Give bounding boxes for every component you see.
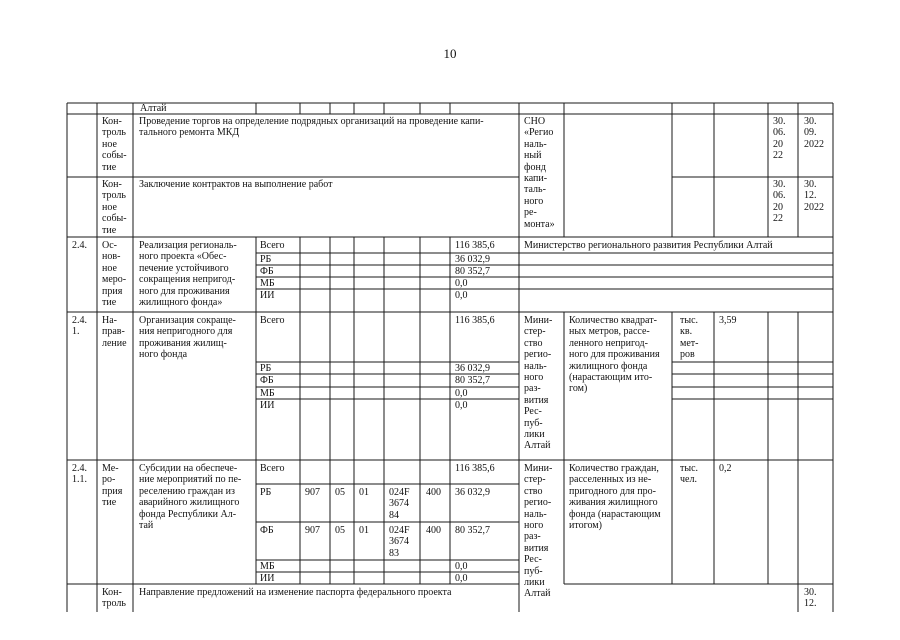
responsible-line: ный — [524, 150, 542, 162]
target-article-line: 024F — [389, 525, 410, 536]
row-type-line: прав- — [102, 326, 125, 338]
responsible-line: ство — [524, 485, 543, 497]
page-number: 10 — [443, 46, 457, 61]
amount-cell: 36 032,9 — [455, 254, 490, 265]
indicator-line: гом) — [569, 383, 588, 395]
source-label: ИИ — [260, 290, 275, 301]
responsible-line: ного — [524, 372, 544, 384]
event-type-line: Кон- — [102, 179, 122, 190]
end-date-line: 12. — [804, 598, 817, 610]
event-name: Направление предложений на изменение паспорта федерального проекта — [139, 587, 452, 598]
end-date-line: 2022 — [804, 138, 824, 150]
responsible-line: Мини- — [524, 463, 553, 474]
indicator-line: фонда (нарастающим — [569, 508, 661, 520]
row-number-line: 2.4. — [72, 315, 87, 326]
event-type-line: тие — [102, 224, 117, 236]
responsible-line: ного — [524, 520, 544, 532]
row-name-line: тай — [139, 520, 154, 532]
row-number-line: 2.4. — [72, 463, 87, 474]
event-type-line: троль — [102, 127, 126, 139]
event-type-line: троль — [102, 598, 126, 610]
expense-type-code: 400 — [426, 487, 441, 498]
event-name-line: Проведение торгов на определение подрядных организаций на проведение капи- — [139, 116, 484, 127]
grbs-code: 907 — [305, 487, 320, 498]
end-date-line: 30. — [804, 587, 817, 598]
source-label: РБ — [260, 254, 272, 265]
amount-cell: 0,0 — [455, 290, 468, 301]
row-type-line: прия — [102, 485, 123, 497]
row-type-line: тие — [102, 297, 117, 309]
responsible-line: ре- — [524, 207, 537, 219]
row-type-line: ление — [102, 337, 127, 349]
indicator-value: 0,2 — [719, 463, 732, 474]
amount-cell: 0,0 — [455, 573, 468, 584]
amount-cell: 36 032,9 — [455, 363, 490, 374]
row-name-line: ного фонда — [139, 349, 188, 361]
indicator-line: ного для проживания — [569, 349, 660, 361]
responsible-line: стер- — [524, 474, 546, 486]
responsible-line: фонд — [524, 161, 546, 173]
section-code: 05 — [335, 525, 345, 536]
responsible-line: СНО — [524, 116, 546, 127]
row-type-line: прия — [102, 285, 123, 297]
row-type-line: меро- — [102, 274, 127, 286]
source-label: Всего — [260, 240, 285, 251]
responsible-line: наль- — [524, 360, 547, 372]
responsible-line: таль- — [524, 184, 546, 196]
indicator-line: Количество граждан, — [569, 463, 659, 474]
responsible-line: «Регио — [524, 127, 554, 139]
indicator-line: (нарастающим ито- — [569, 372, 653, 384]
grbs-code: 907 — [305, 525, 320, 536]
target-article-line: 83 — [389, 547, 399, 559]
amount-cell: 0,0 — [455, 388, 468, 399]
end-date-line: 12. — [804, 190, 817, 202]
responsible-line: Мини- — [524, 315, 553, 326]
row-type-line: нов- — [102, 251, 121, 263]
amount-cell: 0,0 — [455, 278, 468, 289]
amount-cell: 0,0 — [455, 400, 468, 411]
unit-line: тыс. — [680, 315, 699, 326]
row-name-line: Организация сокраще- — [139, 315, 236, 326]
start-date-line: 30. — [773, 116, 786, 127]
row-name-line: аварийного жилищного — [139, 497, 240, 509]
start-date-line: 22 — [773, 150, 783, 162]
end-date-line: 30. — [804, 179, 817, 190]
start-date-line: 30. — [773, 179, 786, 190]
responsible-line: лики — [524, 429, 545, 441]
responsible-line: вития — [524, 394, 549, 406]
responsible-line: пуб- — [524, 565, 543, 577]
responsible-line: монта» — [524, 218, 555, 230]
indicator-line: ных метров, рассе- — [569, 326, 650, 338]
expense-type-code: 400 — [426, 525, 441, 536]
row-name-line: ния непригодного для — [139, 326, 233, 338]
source-label: РБ — [260, 487, 272, 498]
indicator-value: 3,59 — [719, 315, 737, 326]
indicator-line: жилищного фонда — [569, 360, 648, 372]
responsible-line: Рес- — [524, 406, 542, 418]
event-type-line: собы- — [102, 150, 127, 162]
event-name-line: тального ремонта МКД — [139, 127, 240, 139]
end-date-line: 09. — [804, 127, 817, 139]
header-region-fragment: Алтай — [140, 103, 167, 114]
source-label: ФБ — [260, 266, 274, 277]
unit-line: мет- — [680, 337, 699, 349]
indicator-line: итогом) — [569, 520, 602, 532]
amount-cell: 0,0 — [455, 561, 468, 572]
start-date-line: 06. — [773, 190, 786, 202]
amount-cell: 36 032,9 — [455, 487, 490, 498]
responsible-line: лики — [524, 577, 545, 589]
responsible-line: Алтай — [524, 588, 551, 600]
unit-line: чел. — [680, 474, 697, 486]
responsible-line: капи- — [524, 173, 548, 185]
row-name-line: Субсидии на обеспече- — [139, 463, 238, 474]
row-name-line: сокращения непригод- — [139, 274, 236, 286]
amount-cell: 116 385,6 — [455, 240, 495, 251]
responsible-line: стер- — [524, 326, 546, 338]
responsible-line: вития — [524, 542, 549, 554]
target-article-line: 024F — [389, 487, 410, 498]
indicator-line: живания жилищного — [569, 497, 658, 509]
responsible-line: наль- — [524, 508, 547, 520]
end-date-line: 30. — [804, 116, 817, 127]
event-type-line: собы- — [102, 213, 127, 225]
row-type-line: На- — [102, 315, 117, 326]
responsible-line: раз- — [524, 383, 541, 395]
row-number-line: 1. — [72, 326, 80, 338]
row-type-line: ное — [102, 262, 117, 274]
row-name-line: ного для проживания — [139, 285, 230, 297]
unit-line: кв. — [680, 326, 693, 338]
amount-cell: 116 385,6 — [455, 463, 495, 474]
row-name-line: жилищного фонда» — [139, 297, 223, 309]
unit-line: ров — [680, 349, 695, 361]
row-name-line: проживания жилищ- — [139, 337, 227, 349]
indicator-line: Количество квадрат- — [569, 315, 657, 326]
row-type-line: тие — [102, 497, 117, 509]
target-article-line: 84 — [389, 509, 399, 521]
source-label: ИИ — [260, 400, 275, 411]
source-label: ИИ — [260, 573, 275, 584]
row-name-line: Реализация региональ- — [139, 240, 237, 251]
row-name-line: реселению граждан из — [139, 485, 235, 497]
responsible-executor: Министерство регионального развития Республики Алтай — [524, 240, 773, 251]
event-type-line: Кон- — [102, 116, 122, 127]
event-type-line: ное — [102, 138, 117, 150]
amount-cell: 80 352,7 — [455, 266, 490, 277]
row-number-line: 1.1. — [72, 474, 87, 486]
source-label: РБ — [260, 363, 272, 374]
responsible-line: ство — [524, 337, 543, 349]
subsection-code: 01 — [359, 525, 369, 536]
source-label: ФБ — [260, 375, 274, 386]
row-number: 2.4. — [72, 240, 87, 251]
start-date-line: 20 — [773, 138, 783, 150]
indicator-line: пригодного для про- — [569, 485, 656, 497]
source-label: Всего — [260, 315, 285, 326]
source-label: МБ — [260, 278, 275, 289]
source-label: ФБ — [260, 525, 274, 536]
responsible-line: регио- — [524, 349, 552, 361]
responsible-line: регио- — [524, 497, 552, 509]
source-label: МБ — [260, 388, 275, 399]
subsection-code: 01 — [359, 487, 369, 498]
row-name-line: фонда Республики Ал- — [139, 508, 237, 520]
row-type-line: ро- — [102, 474, 116, 486]
row-name-line: ного проекта «Обес- — [139, 251, 227, 263]
responsible-line: Алтай — [524, 440, 551, 452]
end-date-line: 2022 — [804, 201, 824, 213]
unit-line: тыс. — [680, 463, 699, 474]
event-type-line: ное — [102, 201, 117, 213]
responsible-line: наль- — [524, 138, 547, 150]
responsible-line: пуб- — [524, 417, 543, 429]
amount-cell: 80 352,7 — [455, 375, 490, 386]
event-type-line: троль — [102, 190, 126, 202]
row-name-line: печение устойчивого — [139, 262, 229, 274]
start-date-line: 06. — [773, 127, 786, 139]
event-type-line: тие — [102, 161, 117, 173]
responsible-line: раз- — [524, 531, 541, 543]
target-article-line: 3674 — [389, 536, 409, 548]
start-date-line: 20 — [773, 201, 783, 213]
row-type-line: Ме- — [102, 463, 119, 474]
event-name: Заключение контрактов на выполнение работ — [139, 179, 333, 190]
target-article-line: 3674 — [389, 498, 409, 510]
source-label: МБ — [260, 561, 275, 572]
row-type-line: Ос- — [102, 240, 117, 251]
indicator-line: расселенных из не- — [569, 474, 652, 486]
responsible-line: Рес- — [524, 554, 542, 566]
amount-cell: 80 352,7 — [455, 525, 490, 536]
indicator-line: ленного непригод- — [569, 337, 648, 349]
start-date-line: 22 — [773, 213, 783, 225]
row-name-line: ние мероприятий по пе- — [139, 474, 242, 486]
source-label: Всего — [260, 463, 285, 474]
section-code: 05 — [335, 487, 345, 498]
responsible-line: ного — [524, 195, 544, 207]
amount-cell: 116 385,6 — [455, 315, 495, 326]
event-type-line: Кон- — [102, 587, 122, 598]
